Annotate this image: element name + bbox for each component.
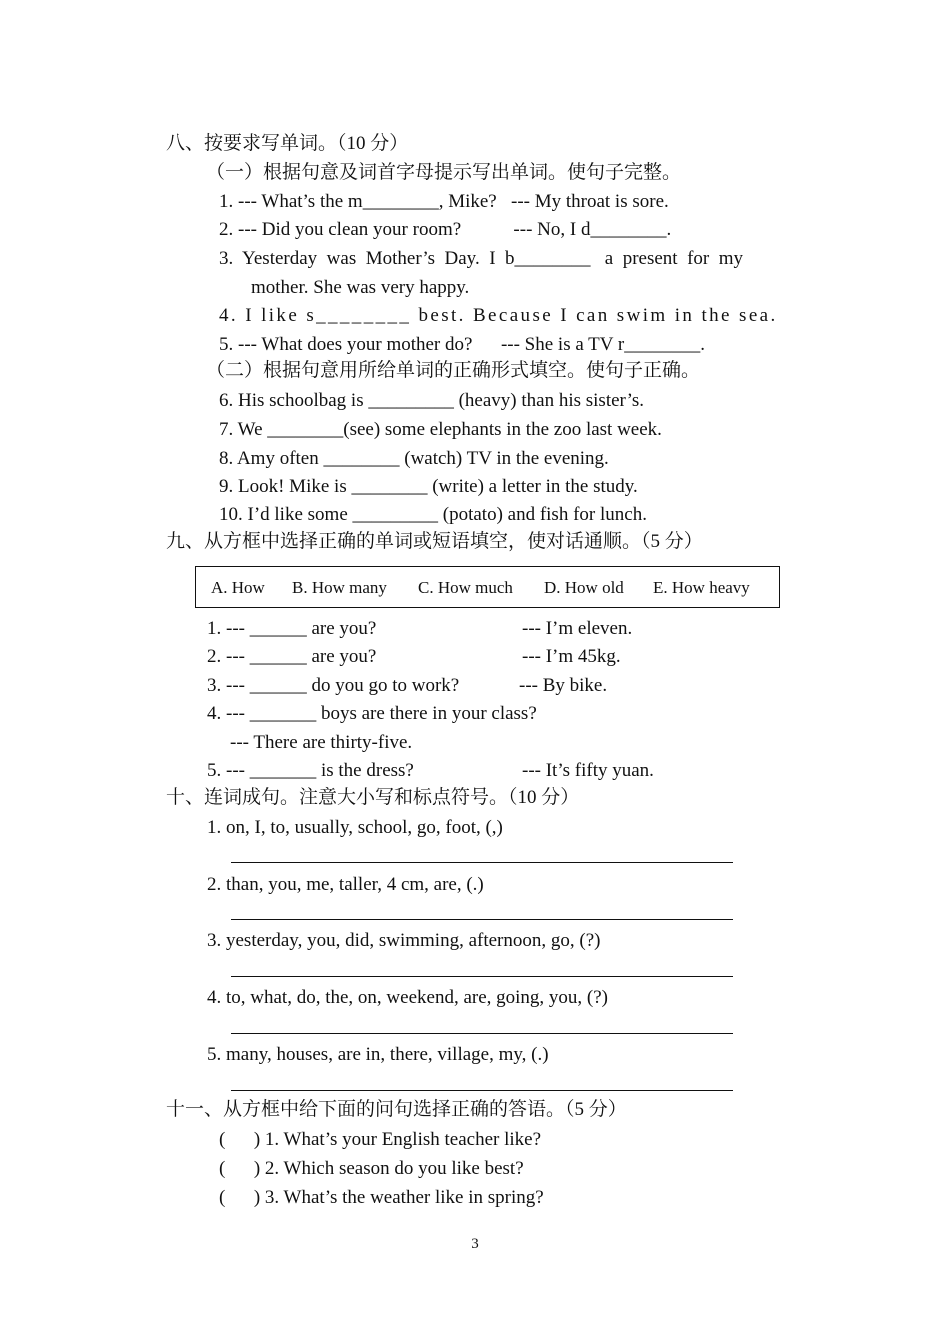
section-8-title: 八、按要求写单词。（10 分） (166, 133, 409, 154)
section-10-title: 十、连词成句。注意大小写和标点符号。（10 分） (166, 787, 580, 808)
s8-question-10: 10. I’d like some _________ (potato) and fish for lunch. (219, 504, 647, 525)
s11-question-1: ( ) 1. What’s your English teacher like? (219, 1129, 542, 1150)
s8-question-7: 7. We ________(see) some elephants in the zoo last week. (219, 419, 662, 440)
s10-question-4: 4. to, what, do, the, on, weekend, are, going, you, (?) (207, 987, 609, 1008)
s11-question-3: ( ) 3. What’s the weather like in spring? (219, 1187, 544, 1208)
s9-question-1: 1. --- ______ are you? (207, 618, 377, 639)
s8-question-1: 1. --- What’s the m________, Mike? --- My throat is sore. (219, 191, 669, 212)
s8-question-2: 2. --- Did you clean your room? --- No, I d________. (219, 219, 672, 240)
s9-answer-3: --- By bike. (519, 675, 608, 696)
s9-answer-4: --- There are thirty-five. (230, 732, 413, 753)
option-e: E. How heavy (653, 578, 750, 597)
s8-question-3-line2: mother. She was very happy. (251, 277, 470, 298)
s8-question-3-line1: 3. Yesterday was Mother’s Day. I b________ a present for my (219, 248, 744, 269)
options-box (195, 566, 780, 608)
answer-line-1[interactable] (231, 862, 733, 863)
section-8-part1-title: （一）根据句意及词首字母提示写出单词。使句子完整。 (206, 162, 682, 183)
option-c: C. How much (418, 578, 513, 597)
s10-question-1: 1. on, I, to, usually, school, go, foot, (,) (207, 817, 503, 838)
s9-question-3: 3. --- ______ do you go to work? (207, 675, 460, 696)
s9-answer-5: --- It’s fifty yuan. (522, 760, 654, 781)
s8-question-4: 4. I like s________ best. Because I can swim in the sea. (219, 305, 778, 326)
answer-line-5[interactable] (231, 1090, 733, 1091)
answer-line-3[interactable] (231, 976, 733, 977)
s9-answer-1: --- I’m eleven. (522, 618, 633, 639)
s8-question-9: 9. Look! Mike is ________ (write) a letter in the study. (219, 476, 638, 497)
section-8-part2-title: （二）根据句意用所给单词的正确形式填空。使句子正确。 (206, 360, 701, 381)
s9-question-4: 4. --- _______ boys are there in your class? (207, 703, 537, 724)
s8-question-8: 8. Amy often ________ (watch) TV in the evening. (219, 448, 609, 469)
answer-line-4[interactable] (231, 1033, 733, 1034)
s10-question-5: 5. many, houses, are in, there, village, my, (.) (207, 1044, 549, 1065)
s9-answer-2: --- I’m 45kg. (522, 646, 621, 667)
s8-question-5: 5. --- What does your mother do? --- She is a TV r________. (219, 334, 705, 355)
s8-question-6: 6. His schoolbag is _________ (heavy) than his sister’s. (219, 390, 644, 411)
section-9-title: 九、从方框中选择正确的单词或短语填空，使对话通顺。（5 分） (166, 531, 703, 552)
answer-line-2[interactable] (231, 919, 733, 920)
section-11-title: 十一、从方框中给下面的问句选择正确的答语。（5 分） (166, 1099, 627, 1120)
s10-question-3: 3. yesterday, you, did, swimming, afternoon, go, (?) (207, 930, 601, 951)
s11-question-2: ( ) 2. Which season do you like best? (219, 1158, 524, 1179)
option-b: B. How many (292, 578, 387, 597)
s10-question-2: 2. than, you, me, taller, 4 cm, are, (.) (207, 874, 484, 895)
option-d: D. How old (544, 578, 624, 597)
s9-question-5: 5. --- _______ is the dress? (207, 760, 414, 781)
s9-question-2: 2. --- ______ are you? (207, 646, 377, 667)
page-number: 3 (471, 1236, 479, 1252)
option-a: A. How (211, 578, 265, 597)
